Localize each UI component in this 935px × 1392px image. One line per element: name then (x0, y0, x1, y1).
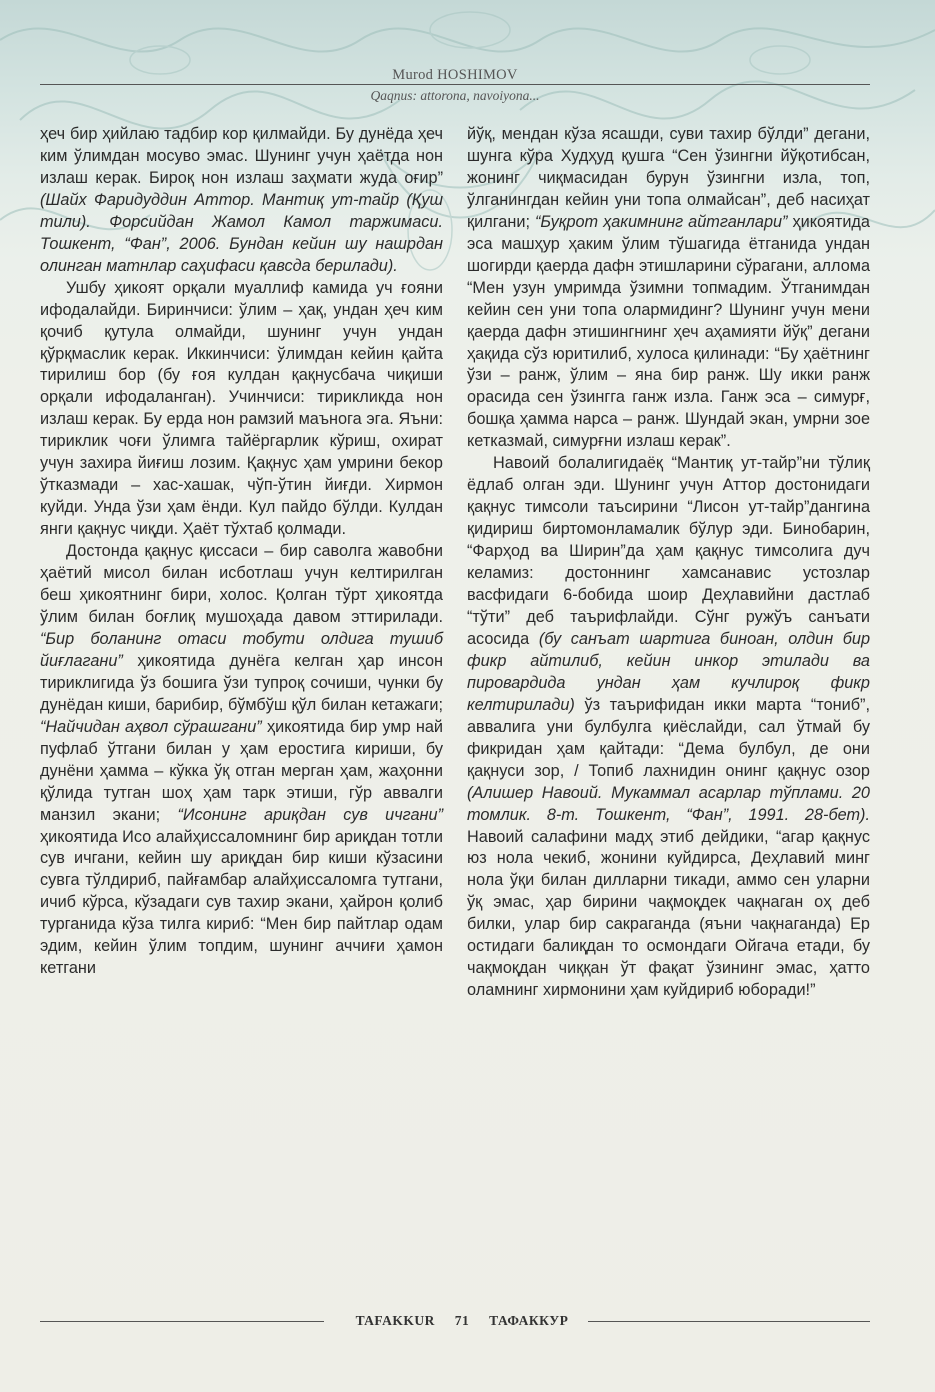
text-run: Навоий салафини мадҳ этиб дейдики, “агар қақнус юз нола чекиб, жонини куйдирса, Деҳлавий минг нола ўқи билан дилларни тикади, аммо сен уларни ўқ эмас, ҳар бирини чақмоқдек чақнаган оҳ деб билки, улар бир сакраганда (яъни чақнаганда) Ер остидаги балиқдан то осмондаги Ойгача етади, бу чақмоқдан чиққан ўт фақат ўзининг эмас, ҳатто оламнинг хирмонини ҳам куйдириб юборади!” (467, 827, 870, 1000)
footer-journal-cyrillic: ТАФАККУР (489, 1313, 569, 1328)
italic-citation: (Алишер Навоий. Мукаммал асарлар тўплами. 20 томлик. 8-т. Тошкент, “Фан”, 1991. 28-бет). (467, 783, 870, 824)
text-run: ҳикоятида дунёга келган ҳар инсон тириклигида ўз бошига ўзи тупроқ сочиши, чунки бу дунёдан киши, барибир, бўмбўш қўл билан кетажаги; (40, 651, 443, 714)
paragraph (40, 278, 443, 541)
text-column-right (467, 124, 870, 1002)
footer-journal-latin: TAFAKKUR (355, 1313, 435, 1328)
header-subtitle: Qaqnus: attorona, navoiyona... (370, 88, 540, 103)
italic-citation: “Буқрот ҳакимнинг айтганлари” (534, 212, 788, 231)
header-rule (40, 84, 870, 85)
text-run: Достонда қақнус қиссаси – бир саволга жавобни ҳаётий мисол билан исботлаш учун келтирилган беш ҳикоятнинг бири, холос. Қолган тўрт ҳикоятда ўлим билан боғлиқ мушоҳада давом эттирилади. (40, 542, 443, 626)
text-column-left (40, 124, 443, 980)
paragraph (40, 541, 443, 980)
running-header (40, 66, 870, 104)
page-footer (40, 1313, 870, 1333)
text-run: ўз таърифидан икки марта “тониб”, аввалига уни булбулга қиёслайди, сал ўтмай бу фикридан ҳам қайтади: “Дема булбул, де они қақнуси зор, / Топиб лахнидин онинг қақнус озор (467, 695, 870, 780)
italic-citation: “Найчидан аҳвол сўрашгани” (40, 717, 262, 736)
italic-citation: (Шайх Фаридуддин Аттор. Мантиқ ут-тайр (Қуш тили). Форсийдан Жамол Камол таржимаси. Тошкент, “Фан”, 2006. Бундан кейин шу нашрдан олинган матнлар саҳифаси қавсда берилади). (40, 190, 443, 275)
text-run: Навоий болалигидаёқ “Мантиқ ут-тайр”ни тўлиқ ёдлаб олган эди. Шунинг учун Аттор достонидаги қақнус тимсоли таъсирини “Лисон ут-тайр”дангина қидириш биртомонламалик бўлур эди. Бинобарин, “Фарҳод ва Ширин”да ҳам қақнус тимсолига дуч келамиз: достоннинг хамсанавис устозлар васфидаги 6-бобида шоир Деҳлавийни дастлаб “тўти” деб таърифлайди. Сўнг ружўъ санъати асосида (467, 454, 870, 648)
text-run: ҳикоятида бир умр най пуфлаб ўтгани билан у ҳам еростига кириши, бу дунёни ҳамма – кўкка ўқ отган мерган ҳам, жаҳонни қўлида тутган шоҳ ҳам тарк этиши, гўр аввалги манзил экани; (40, 717, 443, 824)
paragraph (40, 124, 443, 278)
text-run: ҳеч бир ҳийлаю тадбир кор қилмайди. Бу дунёда ҳеч ким ўлимдан мосуво эмас. Шунинг учун ҳаётда нон излаш керак. Бироқ нон излаш заҳмати жуда оғир” (40, 125, 443, 187)
footer-rule-right (588, 1321, 870, 1322)
text-run: йўқ, мендан кўза ясашди, суви тахир бўлди” дегани, шунга кўра Худҳуд қушга “Сен ўзингни йўқотибсан, жонинг чиқмасидан бурун ўзингни изла, топ, ўлганингдан кейин уни топа олмайсан”, деб насиҳат қилгани; (467, 125, 870, 231)
italic-citation: (бу санъат шартига биноан, олдин бир фикр айтилиб, кейин инкор этилади ва пировардида ундан ҳам кучлироқ фикр келтирилади) (467, 629, 871, 714)
text-run: ҳикоятида эса машҳур ҳаким ўлим тўшагида ётганида ундан шогирди қаерда дафн этишларини сўрагани, аллома “Мен узун умримда ўзимни топмадим. Ўтганимдан кейин сен уни топа олармидинг? Шунинг учун мени қаерда дафн этишингнинг ҳеч аҳамияти йўқ” дегани ҳақида сўз юритилиб, хулоса қилинади: “Бу ҳаётнинг ўзи – ранж, ўлим – яна бир ранж. Шу икки ранж орасида сен ўзингга ганж изла. Ганж эса – симурғ, бошқа ҳамма нарса – ранж. Шундай экан, умрни зое кетказмай, симурғни излаш керак”. (467, 212, 870, 451)
italic-citation: “Исонинг ариқдан сув ичгани” (177, 805, 443, 824)
text-run: Ушбу ҳикоят орқали муаллиф камида уч ғояни ифодалайди. Биринчиси: ўлим – ҳақ, ундан ҳеч ким қочиб қутула олмайди, шунинг учун ундан қўрқмаслик керак. Иккинчиси: ўлимдан кейин қайта тирилиш бор (бу ғоя кулдан қақнусбача чиқиши орқали ифодаланган). Учинчиси: тирикликда нон излаш керак. Бу ерда нон рамзий маънога эга. Яъни: тириклик чоғи ўлимга тайёргарлик кўриш, охират учун захира йиғиш лозим. Қақнус ҳам умрини бекор ўтказмади – хас-хашак, чўп-ўтин йиғди. Хирмон куйди. Унда ўзи ҳам ёнди. Кул пайдо бўлди. Кулдан янги қақнус чиқди. Ҳаёт тўхтаб қолмади. (40, 278, 443, 539)
italic-citation: “Бир боланинг отаси тобути олдига тушиб йиғлагани” (40, 629, 443, 670)
footer-rule-left (40, 1321, 324, 1322)
paragraph (467, 124, 870, 453)
page-number: 71 (454, 1313, 470, 1328)
header-author: Murod HOSHIMOV (392, 67, 518, 83)
text-run: ҳикоятида Исо алайҳиссаломнинг бир ариқдан тотли сув ичгани, кейин шу ариқдан бир киши кўзасини сувга тўлдириб, пайғамбар алайҳиссаломга тутгани, ичиб кўрса, кўзадаги сув тахир экани, ҳайрон қолиб турганида кўза тилга кириб: “Мен бир пайтлар одам эдим, кейин ўлим топдим, шунинг аччиғи ҳамон кетгани (40, 827, 443, 978)
paragraph (467, 453, 870, 1002)
footer-label (340, 1313, 584, 1329)
